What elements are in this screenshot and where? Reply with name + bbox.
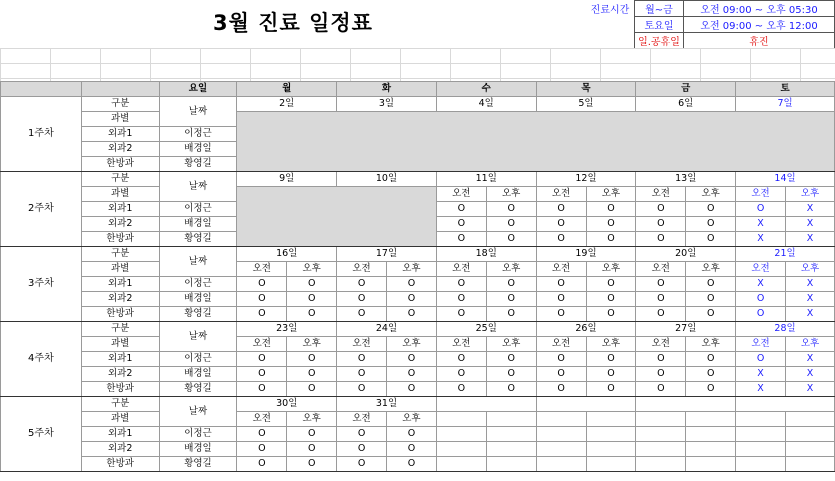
am-label: 오전: [736, 262, 786, 277]
slot-cell: [686, 427, 736, 442]
am-label: 오전: [636, 187, 686, 202]
date-label: 날짜: [159, 397, 237, 427]
slot-cell: O: [387, 292, 437, 307]
header-day: 목: [536, 82, 636, 97]
week-ampm-row: [1, 262, 835, 277]
department-row: [1, 382, 835, 397]
slot-cell: O: [337, 307, 387, 322]
slot-cell: O: [387, 352, 437, 367]
slot-cell: O: [736, 202, 786, 217]
date-cell: 18일: [436, 247, 536, 262]
slot-cell: O: [436, 232, 486, 247]
dept-header-label: 과별: [81, 112, 159, 127]
slot-cell: O: [337, 457, 387, 472]
pm-label: 오후: [786, 262, 835, 277]
doctor-name: 이정근: [159, 352, 237, 367]
slot-cell: O: [287, 352, 337, 367]
pm-label: 오후: [287, 412, 337, 427]
slot-cell: O: [736, 307, 786, 322]
date-cell: [636, 397, 736, 412]
am-label: [636, 412, 686, 427]
gubun-label: 구분: [81, 397, 159, 412]
slot-cell: O: [287, 382, 337, 397]
pm-label: [586, 412, 636, 427]
week-label: 4주차: [1, 322, 82, 397]
am-label: [436, 412, 486, 427]
slot-cell: O: [436, 292, 486, 307]
am-label: 오전: [436, 262, 486, 277]
date-cell: 16일: [237, 247, 337, 262]
slot-cell: O: [536, 232, 586, 247]
department-name: 외과2: [81, 142, 159, 157]
slot-cell: O: [387, 427, 437, 442]
slot-cell: O: [436, 217, 486, 232]
slot-cell: O: [586, 352, 636, 367]
weekday-label: 월~금: [635, 1, 684, 17]
pm-label: [686, 412, 736, 427]
date-cell: 17일: [337, 247, 437, 262]
slot-cell: O: [486, 277, 536, 292]
slot-cell: O: [586, 382, 636, 397]
department-name: 외과1: [81, 352, 159, 367]
date-cell: 13일: [636, 172, 736, 187]
department-row: [1, 442, 835, 457]
slot-cell: O: [636, 382, 686, 397]
slot-cell: O: [237, 352, 287, 367]
date-cell: 23일: [237, 322, 337, 337]
am-label: 오전: [436, 337, 486, 352]
doctor-name: 황영길: [159, 382, 237, 397]
date-cell: 11일: [436, 172, 536, 187]
pm-label: 오후: [486, 337, 536, 352]
doctor-name: 황영길: [159, 307, 237, 322]
slot-cell: O: [337, 427, 387, 442]
doctor-name: 이정근: [159, 127, 237, 142]
pm-label: 오후: [287, 262, 337, 277]
holiday-time: 휴진: [684, 33, 835, 49]
slot-cell: O: [686, 292, 736, 307]
pm-label: 오후: [686, 337, 736, 352]
closed-block: [237, 187, 437, 247]
am-label: 오전: [337, 337, 387, 352]
slot-cell: X: [786, 217, 835, 232]
slot-cell: O: [387, 367, 437, 382]
slot-cell: X: [786, 367, 835, 382]
am-label: 오전: [636, 262, 686, 277]
slot-cell: X: [786, 277, 835, 292]
am-label: 오전: [436, 187, 486, 202]
slot-cell: [486, 427, 536, 442]
pm-label: 오후: [586, 187, 636, 202]
slot-cell: O: [237, 442, 287, 457]
date-cell: 24일: [337, 322, 437, 337]
date-cell: 12일: [536, 172, 636, 187]
slot-cell: [686, 457, 736, 472]
department-row: [1, 457, 835, 472]
slot-cell: O: [237, 277, 287, 292]
closed-block: [237, 112, 835, 172]
dept-header-label: 과별: [81, 262, 159, 277]
department-row: [1, 367, 835, 382]
department-name: 한방과: [81, 232, 159, 247]
slot-cell: [486, 442, 536, 457]
pm-label: 오후: [586, 262, 636, 277]
slot-cell: X: [786, 382, 835, 397]
am-label: 오전: [536, 187, 586, 202]
doctor-name: 이정근: [159, 277, 237, 292]
slot-cell: O: [586, 202, 636, 217]
doctor-name: 이정근: [159, 427, 237, 442]
slot-cell: O: [337, 382, 387, 397]
slot-cell: O: [287, 427, 337, 442]
slot-cell: O: [636, 232, 686, 247]
header-blank: [81, 82, 159, 97]
doctor-name: 배경일: [159, 142, 237, 157]
date-label: 날짜: [159, 97, 237, 127]
department-row: [1, 352, 835, 367]
date-cell: 2일: [237, 97, 337, 112]
slot-cell: X: [736, 232, 786, 247]
slot-cell: O: [636, 292, 686, 307]
slot-cell: O: [586, 217, 636, 232]
date-cell: 14일: [736, 172, 835, 187]
slot-cell: O: [486, 232, 536, 247]
slot-cell: O: [436, 382, 486, 397]
date-label: 날짜: [159, 247, 237, 277]
slot-cell: O: [237, 367, 287, 382]
date-cell: 7일: [736, 97, 835, 112]
saturday-label: 토요일: [635, 17, 684, 33]
doctor-name: 황영길: [159, 157, 237, 172]
slot-cell: O: [287, 457, 337, 472]
week-ampm-row: [1, 112, 835, 127]
date-cell: 27일: [636, 322, 736, 337]
pm-label: 오후: [486, 187, 536, 202]
am-label: 오전: [237, 337, 287, 352]
slot-cell: O: [636, 352, 686, 367]
slot-cell: [436, 457, 486, 472]
department-name: 한방과: [81, 457, 159, 472]
slot-cell: O: [686, 367, 736, 382]
slot-cell: X: [736, 217, 786, 232]
clinic-hours-table: [586, 0, 835, 49]
week-date-row: [1, 247, 835, 262]
slot-cell: O: [337, 442, 387, 457]
slot-cell: [736, 427, 786, 442]
am-label: 오전: [237, 412, 287, 427]
pm-label: [486, 412, 536, 427]
slot-cell: X: [736, 277, 786, 292]
slot-cell: O: [486, 217, 536, 232]
header-day: 수: [436, 82, 536, 97]
am-label: 오전: [337, 412, 387, 427]
slot-cell: [486, 457, 536, 472]
department-name: 외과2: [81, 217, 159, 232]
slot-cell: [536, 427, 586, 442]
date-cell: 4일: [436, 97, 536, 112]
slot-cell: O: [486, 307, 536, 322]
am-label: [736, 412, 786, 427]
department-name: 한방과: [81, 307, 159, 322]
slot-cell: O: [536, 202, 586, 217]
week-label: 5주차: [1, 397, 82, 472]
slot-cell: [536, 442, 586, 457]
slot-cell: O: [486, 352, 536, 367]
slot-cell: O: [536, 292, 586, 307]
slot-cell: O: [736, 292, 786, 307]
slot-cell: O: [636, 202, 686, 217]
pm-label: 오후: [387, 337, 437, 352]
date-cell: 26일: [536, 322, 636, 337]
date-cell: [436, 397, 536, 412]
date-cell: 9일: [237, 172, 337, 187]
slot-cell: O: [337, 277, 387, 292]
pm-label: 오후: [686, 187, 736, 202]
department-row: [1, 427, 835, 442]
slot-cell: O: [586, 307, 636, 322]
week-date-row: [1, 97, 835, 112]
slot-cell: O: [486, 292, 536, 307]
slot-cell: O: [586, 277, 636, 292]
slot-cell: [436, 427, 486, 442]
department-name: 외과1: [81, 202, 159, 217]
slot-cell: [736, 442, 786, 457]
slot-cell: O: [536, 352, 586, 367]
slot-cell: X: [736, 382, 786, 397]
week-ampm-row: [1, 187, 835, 202]
gubun-label: 구분: [81, 97, 159, 112]
slot-cell: O: [686, 232, 736, 247]
header-blank: [1, 82, 82, 97]
slot-cell: O: [686, 382, 736, 397]
slot-cell: O: [387, 382, 437, 397]
slot-cell: O: [586, 292, 636, 307]
date-cell: 25일: [436, 322, 536, 337]
pm-label: 오후: [586, 337, 636, 352]
date-cell: 28일: [736, 322, 835, 337]
pm-label: 오후: [387, 262, 437, 277]
pm-label: 오후: [287, 337, 337, 352]
slot-cell: O: [237, 292, 287, 307]
department-row: [1, 292, 835, 307]
slot-cell: O: [287, 367, 337, 382]
slot-cell: O: [536, 367, 586, 382]
am-label: 오전: [337, 262, 387, 277]
slot-cell: O: [237, 382, 287, 397]
slot-cell: O: [237, 427, 287, 442]
header-day: 월: [237, 82, 337, 97]
slot-cell: O: [337, 352, 387, 367]
department-name: 한방과: [81, 157, 159, 172]
slot-cell: O: [337, 292, 387, 307]
slot-cell: O: [387, 277, 437, 292]
date-cell: 20일: [636, 247, 736, 262]
slot-cell: O: [636, 277, 686, 292]
doctor-name: 배경일: [159, 217, 237, 232]
schedule-table: [0, 81, 835, 472]
slot-cell: O: [586, 232, 636, 247]
date-cell: 31일: [337, 397, 437, 412]
dept-header-label: 과별: [81, 412, 159, 427]
department-name: 외과2: [81, 292, 159, 307]
header-day-label: 요일: [159, 82, 237, 97]
department-name: 외과1: [81, 427, 159, 442]
department-name: 외과1: [81, 277, 159, 292]
date-cell: 10일: [337, 172, 437, 187]
week-date-row: [1, 172, 835, 187]
slot-cell: [586, 457, 636, 472]
header-day: 토: [736, 82, 835, 97]
pm-label: 오후: [786, 187, 835, 202]
week-label: 3주차: [1, 247, 82, 322]
am-label: 오전: [536, 262, 586, 277]
doctor-name: 황영길: [159, 232, 237, 247]
pm-label: [786, 412, 835, 427]
dept-header-label: 과별: [81, 187, 159, 202]
pm-label: 오후: [786, 337, 835, 352]
slot-cell: O: [736, 352, 786, 367]
slot-cell: O: [387, 307, 437, 322]
slot-cell: X: [786, 232, 835, 247]
am-label: 오전: [736, 187, 786, 202]
gubun-label: 구분: [81, 172, 159, 187]
slot-cell: X: [786, 307, 835, 322]
slot-cell: O: [686, 277, 736, 292]
slot-cell: O: [686, 307, 736, 322]
slot-cell: [436, 442, 486, 457]
slot-cell: O: [287, 277, 337, 292]
date-label: 날짜: [159, 172, 237, 202]
am-label: 오전: [237, 262, 287, 277]
slot-cell: O: [686, 352, 736, 367]
slot-cell: X: [786, 292, 835, 307]
department-name: 외과1: [81, 127, 159, 142]
am-label: 오전: [536, 337, 586, 352]
slot-cell: O: [486, 367, 536, 382]
saturday-time: 오전 09:00 ~ 오후 12:00: [684, 17, 835, 33]
slot-cell: O: [436, 307, 486, 322]
slot-cell: O: [436, 367, 486, 382]
slot-cell: X: [786, 352, 835, 367]
header-day: 화: [337, 82, 437, 97]
slot-cell: O: [536, 307, 586, 322]
slot-cell: O: [636, 217, 686, 232]
week-ampm-row: [1, 337, 835, 352]
slot-cell: O: [536, 217, 586, 232]
slot-cell: [736, 457, 786, 472]
slot-cell: O: [287, 307, 337, 322]
date-cell: 19일: [536, 247, 636, 262]
slot-cell: O: [387, 442, 437, 457]
gubun-label: 구분: [81, 322, 159, 337]
slot-cell: O: [287, 292, 337, 307]
header-day: 금: [636, 82, 736, 97]
slot-cell: O: [237, 307, 287, 322]
am-label: 오전: [636, 337, 686, 352]
slot-cell: [586, 442, 636, 457]
date-cell: 3일: [337, 97, 437, 112]
slot-cell: X: [786, 202, 835, 217]
slot-cell: [536, 457, 586, 472]
am-label: 오전: [736, 337, 786, 352]
spreadsheet-gridlines: [0, 48, 835, 82]
holiday-label: 일.공휴일: [635, 33, 684, 49]
date-cell: [536, 397, 636, 412]
slot-cell: [586, 427, 636, 442]
week-label: 2주차: [1, 172, 82, 247]
date-cell: 6일: [636, 97, 736, 112]
doctor-name: 이정근: [159, 202, 237, 217]
department-name: 한방과: [81, 382, 159, 397]
slot-cell: [786, 427, 835, 442]
slot-cell: X: [736, 367, 786, 382]
hours-label: 진료시간: [590, 5, 630, 16]
slot-cell: O: [237, 457, 287, 472]
page-title: 3월 진료 일정표: [213, 10, 373, 35]
slot-cell: O: [586, 367, 636, 382]
slot-cell: [686, 442, 736, 457]
weekday-time: 오전 09:00 ~ 오후 05:30: [684, 1, 835, 17]
slot-cell: [636, 427, 686, 442]
gubun-label: 구분: [81, 247, 159, 262]
header-row: [1, 82, 835, 97]
department-row: [1, 277, 835, 292]
slot-cell: O: [686, 202, 736, 217]
doctor-name: 배경일: [159, 367, 237, 382]
week-label: 1주차: [1, 97, 82, 172]
slot-cell: [786, 457, 835, 472]
slot-cell: O: [636, 307, 686, 322]
slot-cell: [786, 442, 835, 457]
slot-cell: O: [636, 367, 686, 382]
slot-cell: O: [486, 382, 536, 397]
slot-cell: O: [686, 217, 736, 232]
slot-cell: O: [436, 352, 486, 367]
slot-cell: O: [287, 442, 337, 457]
slot-cell: O: [436, 277, 486, 292]
slot-cell: O: [436, 202, 486, 217]
department-row: [1, 307, 835, 322]
week-date-row: [1, 322, 835, 337]
slot-cell: O: [337, 367, 387, 382]
pm-label: 오후: [387, 412, 437, 427]
date-cell: 21일: [736, 247, 835, 262]
date-cell: 30일: [237, 397, 337, 412]
slot-cell: O: [536, 382, 586, 397]
doctor-name: 황영길: [159, 457, 237, 472]
pm-label: 오후: [486, 262, 536, 277]
slot-cell: [636, 442, 686, 457]
doctor-name: 배경일: [159, 442, 237, 457]
pm-label: 오후: [686, 262, 736, 277]
slot-cell: O: [486, 202, 536, 217]
date-label: 날짜: [159, 322, 237, 352]
am-label: [536, 412, 586, 427]
slot-cell: O: [387, 457, 437, 472]
week-date-row: [1, 397, 835, 412]
department-name: 외과2: [81, 367, 159, 382]
slot-cell: [636, 457, 686, 472]
date-cell: [736, 397, 835, 412]
week-ampm-row: [1, 412, 835, 427]
slot-cell: O: [536, 277, 586, 292]
date-cell: 5일: [536, 97, 636, 112]
dept-header-label: 과별: [81, 337, 159, 352]
department-name: 외과2: [81, 442, 159, 457]
doctor-name: 배경일: [159, 292, 237, 307]
